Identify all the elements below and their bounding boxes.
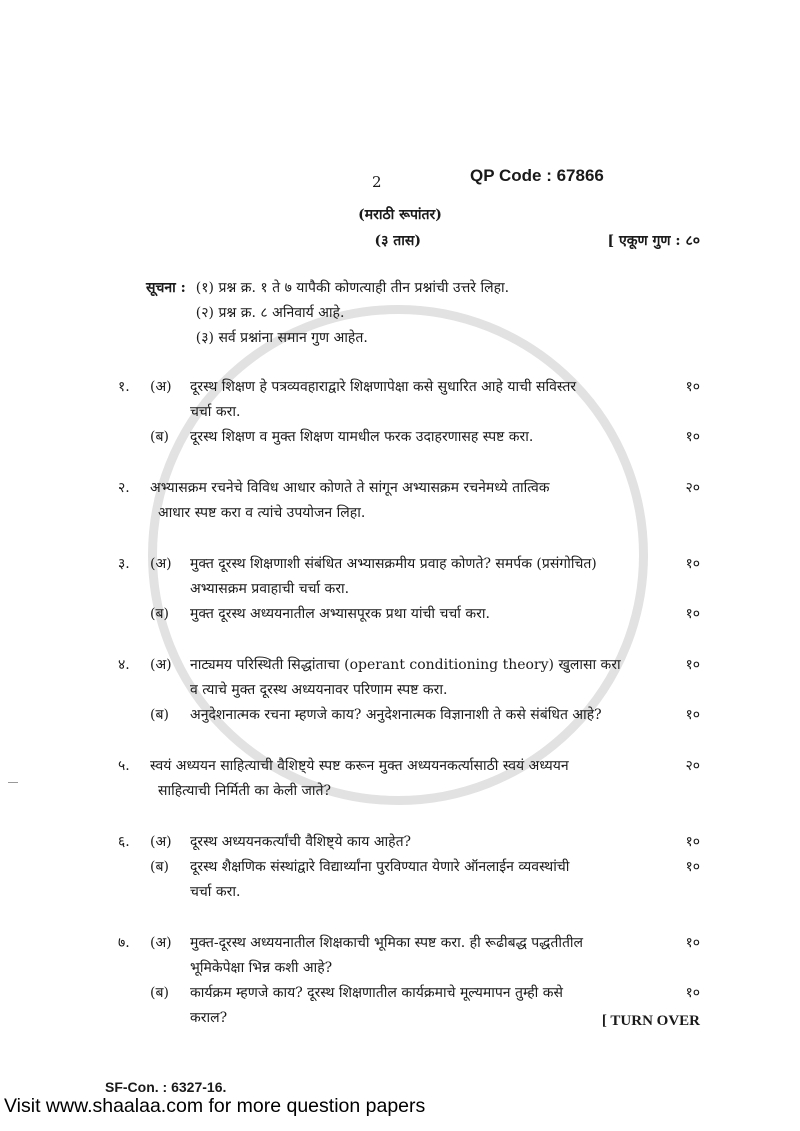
part-label: (अ) [150, 935, 172, 951]
question-text: चर्चा करा. [190, 404, 241, 420]
question-text: अनुदेशनात्मक रचना म्हणजे काय? अनुदेशनात्मक विज्ञानाशी ते कसे संबंधित आहे? [190, 707, 602, 723]
part-label: (ब) [150, 429, 169, 445]
marks: १० [685, 379, 700, 395]
marks: १० [685, 429, 700, 445]
part-label: (ब) [150, 859, 169, 875]
question-number: ६. [118, 834, 130, 850]
question-text: दूरस्थ अध्ययनकर्त्यांची वैशिष्ट्ये काय आहेत? [190, 834, 412, 850]
marks: १० [685, 834, 700, 850]
instruction-item: (३) सर्व प्रश्नांना समान गुण आहेत. [195, 330, 368, 346]
marks: १० [685, 556, 700, 572]
questions [0, 375, 800, 1031]
part-label: (अ) [150, 379, 172, 395]
question-number: २. [118, 480, 130, 496]
instructions [146, 276, 700, 351]
part-label: (ब) [150, 985, 169, 1001]
question-text: दूरस्थ शैक्षणिक संस्थांद्वारे विद्यार्थ्यांना पुरविण्यात येणारे ऑनलाईन व्यवस्थांची [190, 859, 570, 875]
question-number: १. [118, 379, 130, 395]
question-text: भूमिकेपेक्षा भिन्न कशी आहे? [190, 960, 333, 976]
total-marks: [ एकूण गुण : ८० [607, 233, 700, 249]
question-6 [118, 830, 700, 905]
marks: १० [685, 859, 700, 875]
part-label: (ब) [150, 606, 169, 622]
question-text: कार्यक्रम म्हणजे काय? दूरस्थ शिक्षणातील कार्यक्रमाचे मूल्यमापन तुम्ही कसे [190, 985, 563, 1001]
duration: (३ तास) [374, 233, 421, 249]
marks: २० [685, 480, 700, 496]
question-text: व त्याचे मुक्त दूरस्थ अध्ययनावर परिणाम स्पष्ट करा. [190, 682, 448, 698]
question-text: अभ्यासक्रम प्रवाहाची चर्चा करा. [190, 581, 350, 597]
instructions-label: सूचना : [146, 280, 186, 296]
question-text: साहित्याची निर्मिती का केली जाते? [158, 783, 332, 799]
sf-con-code: SF-Con. : 6327-16. [105, 1079, 227, 1095]
question-text: मुक्त दूरस्थ शिक्षणाशी संबंधित अभ्यासक्रमीय प्रवाह कोणते? समर्पक (प्रसंगोचित) [190, 556, 597, 572]
version-title: (मराठी रूपांतर) [358, 207, 442, 223]
question-number: ७. [118, 935, 130, 951]
page-footer [0, 1059, 800, 1131]
question-number: ४. [118, 657, 130, 673]
part-label: (अ) [150, 657, 172, 673]
page-header [0, 166, 800, 202]
question-5 [118, 754, 700, 804]
marks: १० [685, 606, 700, 622]
question-text: दूरस्थ शिक्षण हे पत्रव्यवहाराद्वारे शिक्षणापेक्षा कसे सुधारित आहे याची सविस्तर [190, 379, 577, 395]
part-label: (अ) [150, 834, 172, 850]
question-text: मुक्त दूरस्थ अध्ययनातील अभ्यासपूरक प्रथा यांची चर्चा करा. [190, 606, 490, 622]
marks: १० [685, 985, 700, 1001]
page-content [0, 166, 800, 1031]
marks: १० [685, 935, 700, 951]
page-number: 2 [372, 173, 382, 191]
instruction-item: (१) प्रश्न क्र. १ ते ७ यापैकी कोणत्याही तीन प्रश्नांची उत्तरे लिहा. [195, 280, 510, 296]
question-2 [118, 476, 700, 526]
question-text: आधार स्पष्ट करा व त्यांचे उपयोजन लिहा. [158, 505, 366, 521]
question-number: ५. [118, 758, 130, 774]
turn-over: [ TURN OVER [601, 1013, 700, 1029]
question-4 [118, 653, 700, 728]
question-text: चर्चा करा. [190, 884, 241, 900]
qp-code: QP Code : 67866 [470, 166, 604, 185]
marks: १० [685, 707, 700, 723]
question-text: अभ्यासक्रम रचनेचे विविध आधार कोणते ते सांगून अभ्यासक्रम रचनेमध्ये तात्विक [150, 480, 550, 496]
question-3 [118, 552, 700, 627]
question-text: स्वयं अध्ययन साहित्याची वैशिष्ट्ये स्पष्ट करून मुक्त अध्ययनकर्त्यासाठी स्वयं अध्ययन [150, 758, 569, 774]
question-text: मुक्त-दूरस्थ अध्ययनातील शिक्षकाची भूमिका स्पष्ट करा. ही रूढीबद्ध पद्धतीतील [190, 935, 584, 951]
instruction-item: (२) प्रश्न क्र. ८ अनिवार्य आहे. [195, 305, 345, 321]
question-number: ३. [118, 556, 130, 572]
visit-link[interactable]: Visit www.shaalaa.com for more question papers [4, 1095, 426, 1117]
part-label: (अ) [150, 556, 172, 572]
marks: १० [685, 657, 700, 673]
part-label: (ब) [150, 707, 169, 723]
question-1 [118, 375, 700, 450]
title-row [118, 228, 700, 254]
question-text: नाट्यमय परिस्थिती सिद्धांताचा (operant conditioning theory) खुलासा करा [190, 657, 621, 673]
marks: २० [685, 758, 700, 774]
question-text: दूरस्थ शिक्षण व मुक्त शिक्षण यामधील फरक उदाहरणासह स्पष्ट करा. [190, 429, 534, 445]
question-text: कराल? [190, 1010, 228, 1026]
